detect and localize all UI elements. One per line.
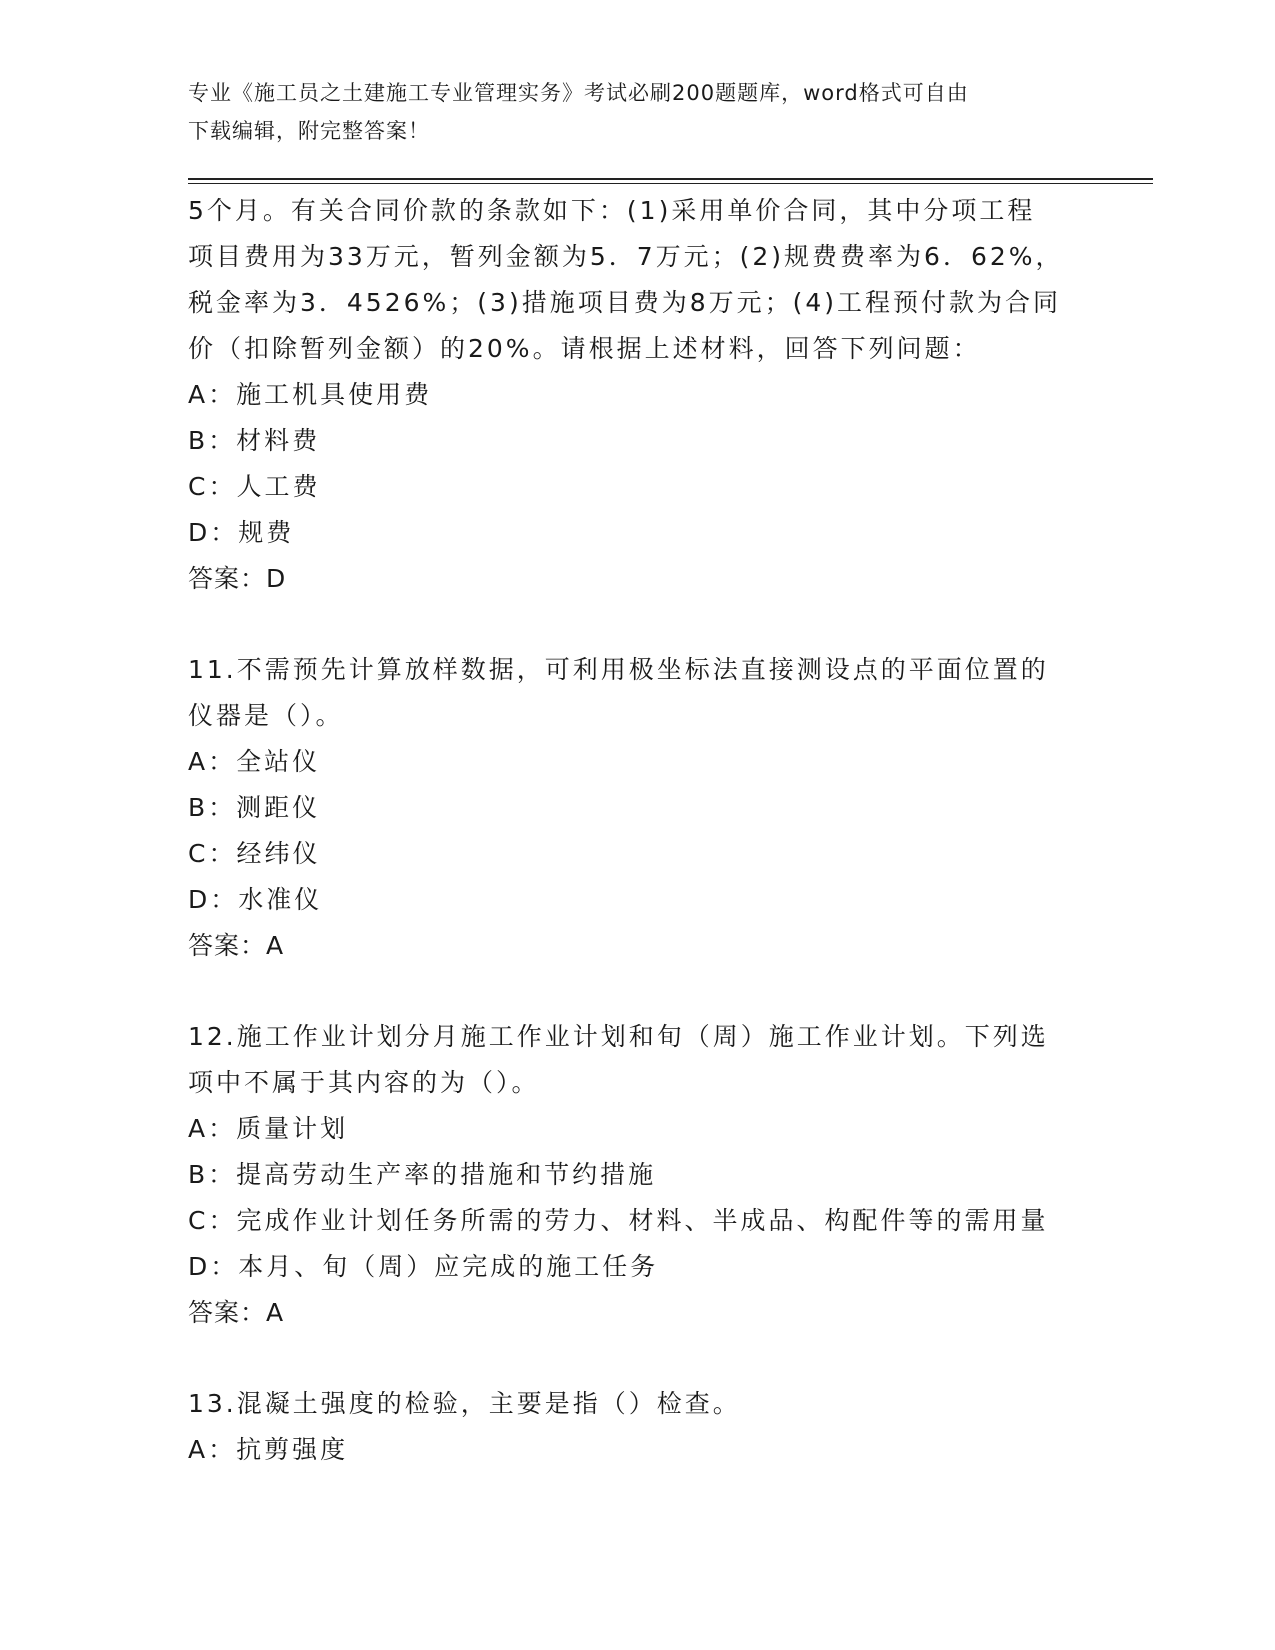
- spacer: [188, 602, 1148, 647]
- option-d: D：水准仪: [188, 885, 323, 914]
- option-b: B：材料费: [188, 426, 321, 455]
- question-text-line: 13.混凝土强度的检验，主要是指（）检查。: [188, 1389, 741, 1418]
- question-text-line: 仪器是（）。: [188, 701, 344, 730]
- answer-line: 答案：A: [188, 931, 285, 960]
- question-block-12: [188, 1014, 1148, 1336]
- document-body: [188, 188, 1148, 1473]
- question-text-line: 税金率为3．4526%；(3)措施项目费为8万元；(4)工程预付款为合同: [188, 288, 1062, 317]
- option-a: A：全站仪: [188, 747, 321, 776]
- option-c: C：人工费: [188, 472, 321, 501]
- question-text-line: 价（扣除暂列金额）的20%。请根据上述材料，回答下列问题：: [188, 334, 981, 363]
- spacer: [188, 1336, 1148, 1381]
- option-a: A：质量计划: [188, 1114, 349, 1143]
- answer-line: 答案：D: [188, 564, 287, 593]
- option-b: B：测距仪: [188, 793, 321, 822]
- header-divider-thin: [188, 183, 1153, 184]
- spacer: [188, 969, 1148, 1014]
- option-a: A：抗剪强度: [188, 1435, 349, 1464]
- question-block-13: [188, 1381, 1148, 1473]
- question-text-line: 项目费用为33万元，暂列金额为5．7万元；(2)规费费率为6．62%，: [188, 242, 1064, 271]
- option-d: D：规费: [188, 518, 295, 547]
- question-text-line: 11.不需预先计算放样数据，可利用极坐标法直接测设点的平面位置的: [188, 655, 1049, 684]
- document-header: [188, 74, 1068, 150]
- question-text-line: 项中不属于其内容的为（）。: [188, 1068, 540, 1097]
- header-divider-thick: [188, 178, 1153, 180]
- question-block-continued: [188, 188, 1148, 602]
- header-line-2: 下载编辑，附完整答案！: [188, 119, 430, 143]
- question-block-11: [188, 647, 1148, 969]
- option-a: A：施工机具使用费: [188, 380, 433, 409]
- header-line-1: 专业《施工员之土建施工专业管理实务》考试必刷200题题库，word格式可自由: [188, 81, 969, 105]
- option-c: C：完成作业计划任务所需的劳力、材料、半成品、构配件等的需用量: [188, 1206, 1049, 1235]
- answer-line: 答案：A: [188, 1298, 285, 1327]
- option-c: C：经纬仪: [188, 839, 321, 868]
- option-b: B：提高劳动生产率的措施和节约措施: [188, 1160, 657, 1189]
- question-text-line: 5个月。有关合同价款的条款如下：(1)采用单价合同，其中分项工程: [188, 196, 1036, 225]
- option-d: D：本月、旬（周）应完成的施工任务: [188, 1252, 659, 1281]
- question-text-line: 12.施工作业计划分月施工作业计划和旬（周）施工作业计划。下列选: [188, 1022, 1049, 1051]
